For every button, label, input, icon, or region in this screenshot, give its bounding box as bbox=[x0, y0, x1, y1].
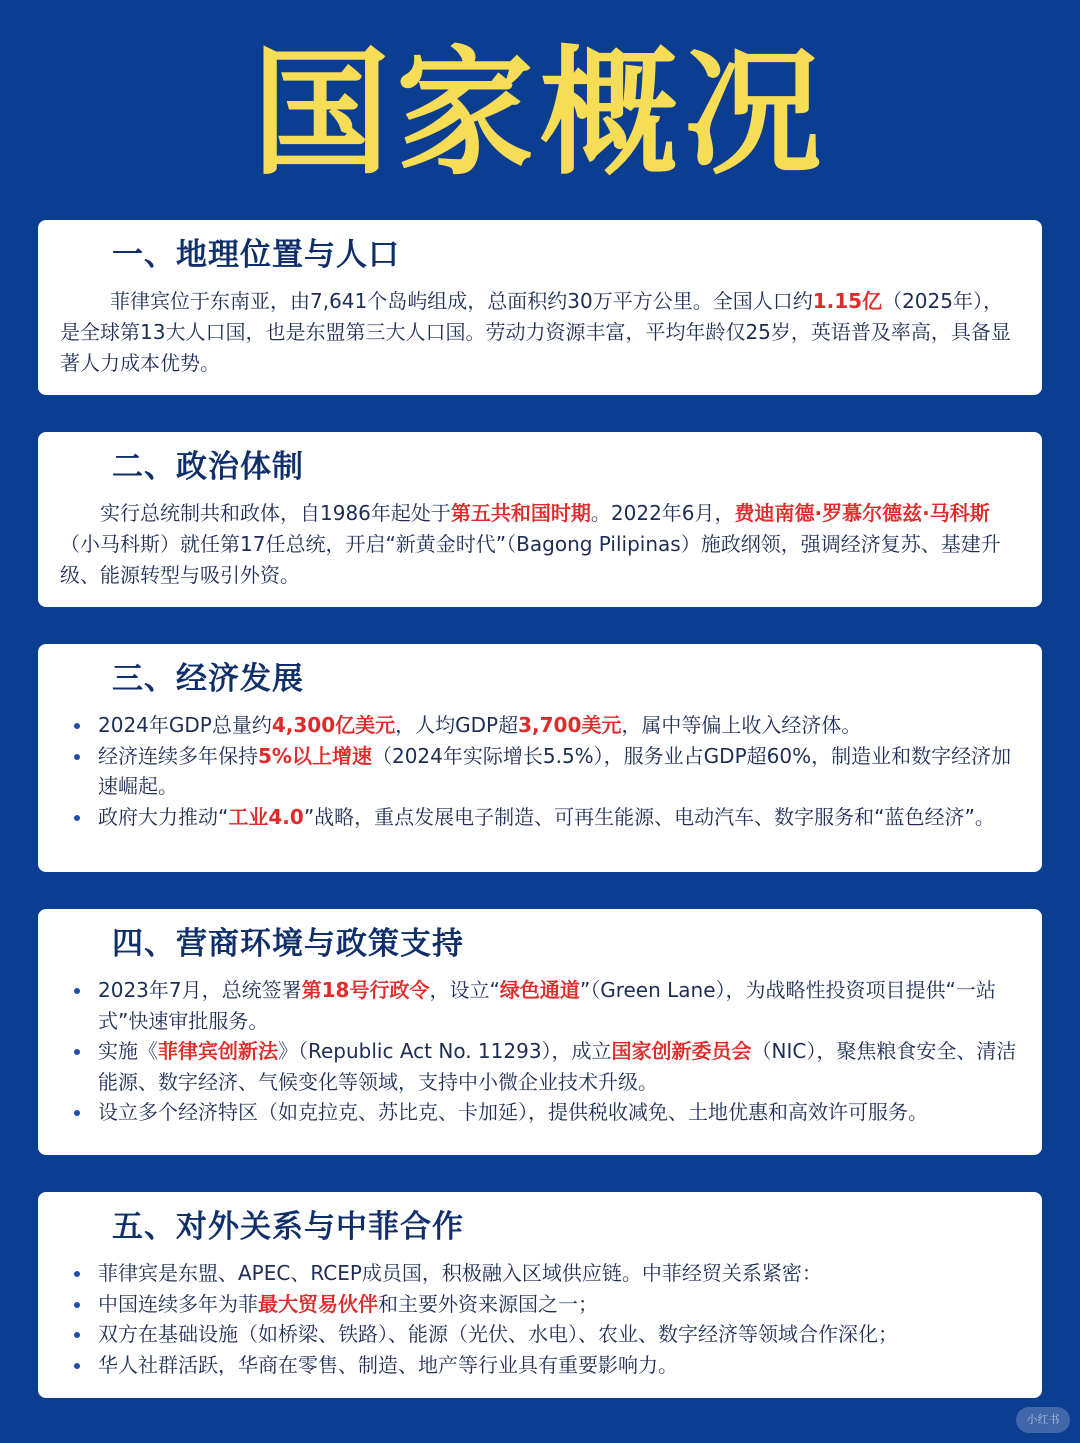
bullet-dot-icon bbox=[74, 754, 80, 760]
section-paragraph bbox=[60, 286, 1020, 379]
section-heading: 四、营商环境与政策支持 bbox=[112, 926, 464, 962]
list-item bbox=[98, 741, 1020, 802]
page-title: 国家概况 bbox=[251, 31, 828, 194]
text-run: 2023年7月，总统签署 bbox=[98, 978, 302, 1002]
text-run: （2025年），是全球第13大人口国，也是东盟第三大人口国。劳动力资源丰富，平均年龄仅25岁，英语普及率高，具备显著人力成本优势。 bbox=[60, 289, 1011, 375]
list-item bbox=[98, 1097, 1020, 1128]
bullet-list bbox=[60, 975, 1020, 1128]
highlight-text: 3,700美元 bbox=[518, 713, 622, 737]
bullet-dot-icon bbox=[74, 1271, 80, 1277]
text-run: ”战略，重点发展电子制造、可再生能源、电动汽车、数字服务和“蓝色经济”。 bbox=[303, 804, 995, 829]
highlight-text: 菲律宾创新法 bbox=[158, 1039, 278, 1063]
text-run: 菲律宾是东盟、APEC、RCEP成员国，积极融入区域供应链。中菲经贸关系紧密： bbox=[98, 1261, 822, 1285]
text-run: 。2022年6月， bbox=[590, 501, 735, 525]
section-card-politics bbox=[38, 432, 1042, 607]
highlight-text: 第18号行政令 bbox=[301, 978, 430, 1002]
bullet-list bbox=[60, 1258, 1020, 1380]
highlight-text: 国家创新委员会 bbox=[611, 1039, 752, 1063]
text-run: ，属中等偏上收入经济体。 bbox=[621, 713, 862, 737]
bullet-dot-icon bbox=[74, 1049, 80, 1055]
list-item bbox=[98, 1289, 1020, 1320]
watermark-badge: 小红书 bbox=[1016, 1407, 1070, 1433]
list-item bbox=[98, 1258, 1020, 1289]
bullet-dot-icon bbox=[74, 1110, 80, 1116]
list-item bbox=[98, 802, 1020, 833]
list-item bbox=[98, 1319, 1020, 1350]
bullet-list bbox=[60, 710, 1020, 832]
text-run: （2024年实际增长5.5%），服务业占GDP超60%，制造业和数字经济加速崛起。 bbox=[98, 743, 1012, 798]
section-card-foreign-relations bbox=[38, 1192, 1042, 1398]
list-item bbox=[98, 710, 1020, 741]
text-run: （小马科斯）就任第17任总统，开启“新黄金时代”（Bagong Pilipinas）施政纲领，强调经济复苏、基建升级、能源转型与吸引外资。 bbox=[60, 532, 1001, 587]
text-run: ”（Green Lane），为战略性投资项目提供“一站式”快速审批服务。 bbox=[98, 978, 996, 1033]
highlight-text: 1.15亿 bbox=[812, 289, 883, 313]
highlight-text: 5%以上增速 bbox=[258, 743, 372, 768]
highlight-text: 4,300亿美元 bbox=[271, 713, 396, 737]
bullet-dot-icon bbox=[74, 815, 80, 821]
text-run: 2024年GDP总量约 bbox=[98, 713, 272, 737]
bullet-dot-icon bbox=[74, 988, 80, 994]
text-run: 华人社群活跃，华商在零售、制造、地产等行业具有重要影响力。 bbox=[98, 1352, 678, 1377]
text-run: 和主要外资来源国之一； bbox=[378, 1291, 598, 1316]
section-heading: 二、政治体制 bbox=[112, 449, 304, 485]
text-run: 实行总统制共和政体，自1986年起处于 bbox=[100, 501, 451, 525]
list-item bbox=[98, 975, 1020, 1036]
text-run: ，设立“ bbox=[429, 978, 500, 1002]
highlight-text: 最大贸易伙伴 bbox=[258, 1291, 378, 1316]
section-card-business bbox=[38, 909, 1042, 1155]
bullet-dot-icon bbox=[74, 723, 80, 729]
text-run: 》（Republic Act No. 11293），成立 bbox=[278, 1039, 612, 1063]
section-card-economy bbox=[38, 644, 1042, 872]
section-card-geography bbox=[38, 220, 1042, 395]
highlight-text: 绿色通道 bbox=[499, 978, 580, 1002]
section-paragraph bbox=[60, 498, 1020, 591]
text-run: （NIC），聚焦粮食安全、清洁能源、数字经济、气候变化等领域，支持中小微企业技术升级。 bbox=[98, 1039, 1017, 1094]
text-run: ，人均GDP超 bbox=[395, 713, 519, 737]
bullet-dot-icon bbox=[74, 1302, 80, 1308]
text-run: 设立多个经济特区（如克拉克、苏比克、卡加延），提供税收减免、土地优惠和高效许可服务。 bbox=[98, 1100, 928, 1124]
section-heading: 一、地理位置与人口 bbox=[112, 237, 400, 273]
section-heading: 三、经济发展 bbox=[112, 661, 304, 697]
bullet-dot-icon bbox=[74, 1332, 80, 1338]
section-heading: 五、对外关系与中菲合作 bbox=[112, 1209, 464, 1245]
highlight-text: 第五共和国时期 bbox=[450, 501, 591, 525]
list-item bbox=[98, 1350, 1020, 1381]
text-run: 中国连续多年为菲 bbox=[98, 1291, 258, 1316]
text-run: 菲律宾位于东南亚，由7,641个岛屿组成，总面积约30万平方公里。全国人口约 bbox=[110, 289, 813, 313]
text-run: 实施《 bbox=[98, 1039, 158, 1063]
text-run: 政府大力推动“ bbox=[98, 804, 229, 829]
text-run: 经济连续多年保持 bbox=[98, 743, 258, 768]
highlight-text: 费迪南德·罗慕尔德兹·马科斯 bbox=[734, 501, 990, 525]
bullet-dot-icon bbox=[74, 1363, 80, 1369]
text-run: 双方在基础设施（如桥梁、铁路）、能源（光伏、水电）、农业、数字经济等领域合作深化； bbox=[98, 1322, 898, 1346]
highlight-text: 工业4.0 bbox=[228, 804, 304, 829]
list-item bbox=[98, 1036, 1020, 1097]
